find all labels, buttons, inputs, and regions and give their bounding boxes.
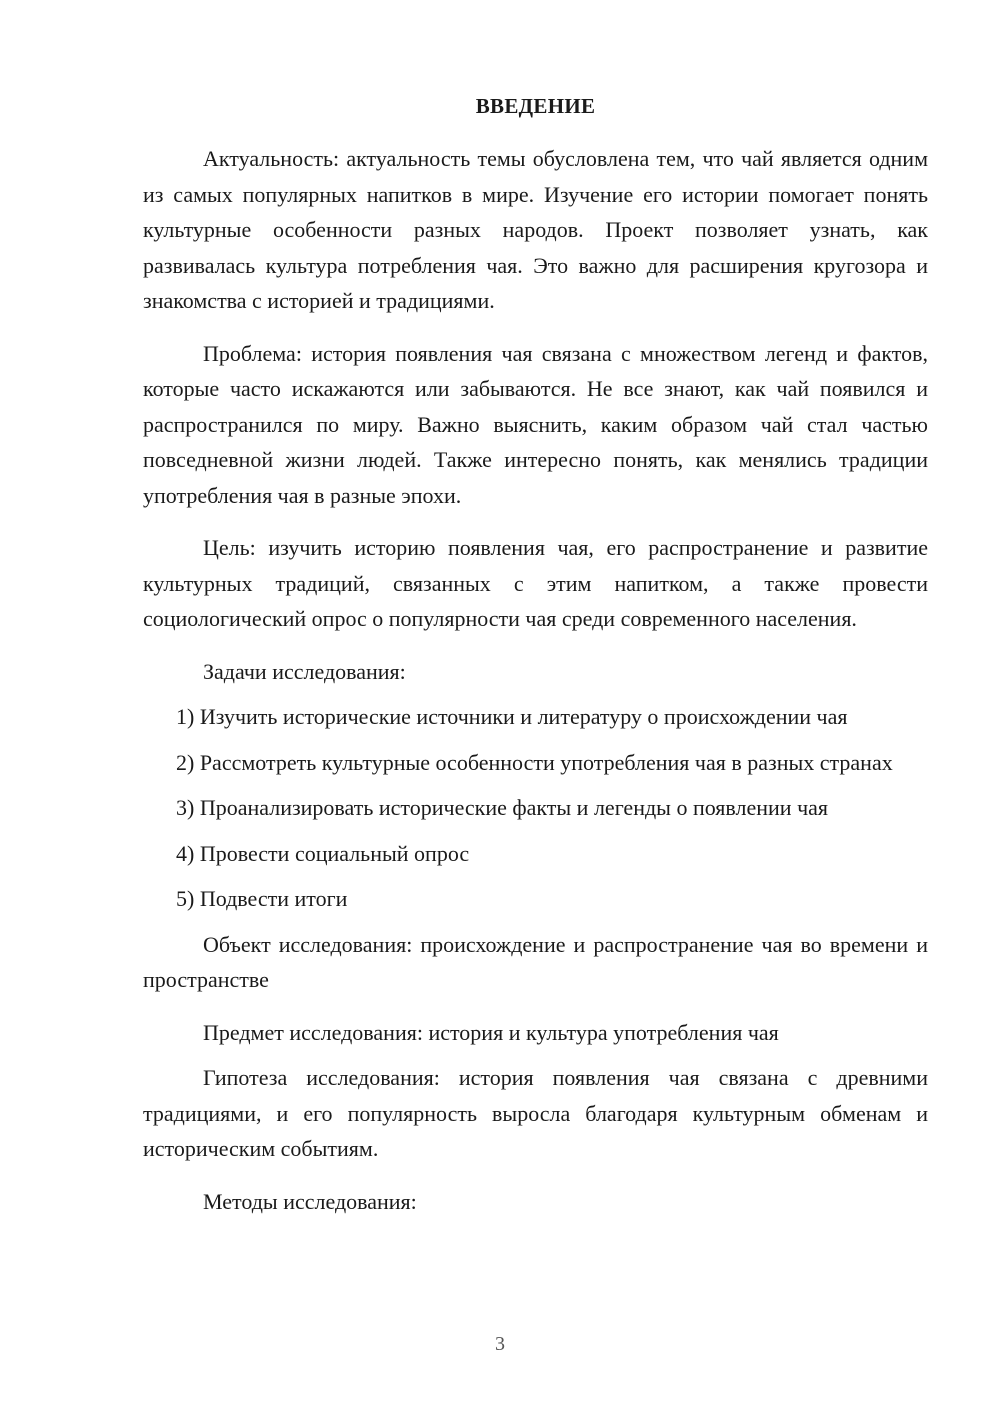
document-title: ВВЕДЕНИЕ	[475, 94, 596, 118]
paragraph-object: Объект исследования: происхождение и распространение чая во времени и пространстве	[143, 931, 928, 992]
page-number: 3	[495, 1333, 505, 1355]
paragraph-subject: Предмет исследования: история и культура употребления чая	[203, 1019, 779, 1045]
methods-heading: Методы исследования:	[203, 1188, 417, 1214]
tasks-heading: Задачи исследования:	[203, 658, 406, 684]
task-item-3: 3) Проанализировать исторические факты и легенды о появлении чая	[176, 795, 829, 820]
paragraph-hypothesis: Гипотеза исследования: история появления чая связана с древними традициями, и его популярность выросла благодаря культурным обменам и историческим событиям.	[143, 1065, 928, 1161]
paragraph-relevance: Актуальность: актуальность темы обусловлена тем, что чай является одним из самых популярных напитков в мире. Изучение его истории помогает понять культурные особенности разных народов. Проект позволяет узнать, как развивалась культура потребления чая. Это важно для расширения кругозора и знакомства с историей и традициями.	[143, 146, 928, 313]
document-page	[143, 93, 928, 1236]
task-item-1: 1) Изучить исторические источники и литературу о происхождении чая	[176, 704, 848, 729]
paragraph-goal: Цель: изучить историю появления чая, его распространение и развитие культурных традиций, связанных с этим напитком, а также провести социологический опрос о популярности чая среди современного населения.	[143, 535, 928, 631]
task-item-5: 5) Подвести итоги	[176, 886, 348, 911]
task-item-4: 4) Провести социальный опрос	[176, 840, 470, 866]
paragraph-problem: Проблема: история появления чая связана с множеством легенд и фактов, которые часто искажаются или забываются. Не все знают, как чай появился и распространился по миру. Важно выяснить, каким образом чай стал частью повседневной жизни людей. Также интересно понять, как менялись традиции употребления чая в разные эпохи.	[143, 340, 928, 508]
task-item-2: 2) Рассмотреть культурные особенности употребления чая в разных странах	[176, 749, 893, 775]
